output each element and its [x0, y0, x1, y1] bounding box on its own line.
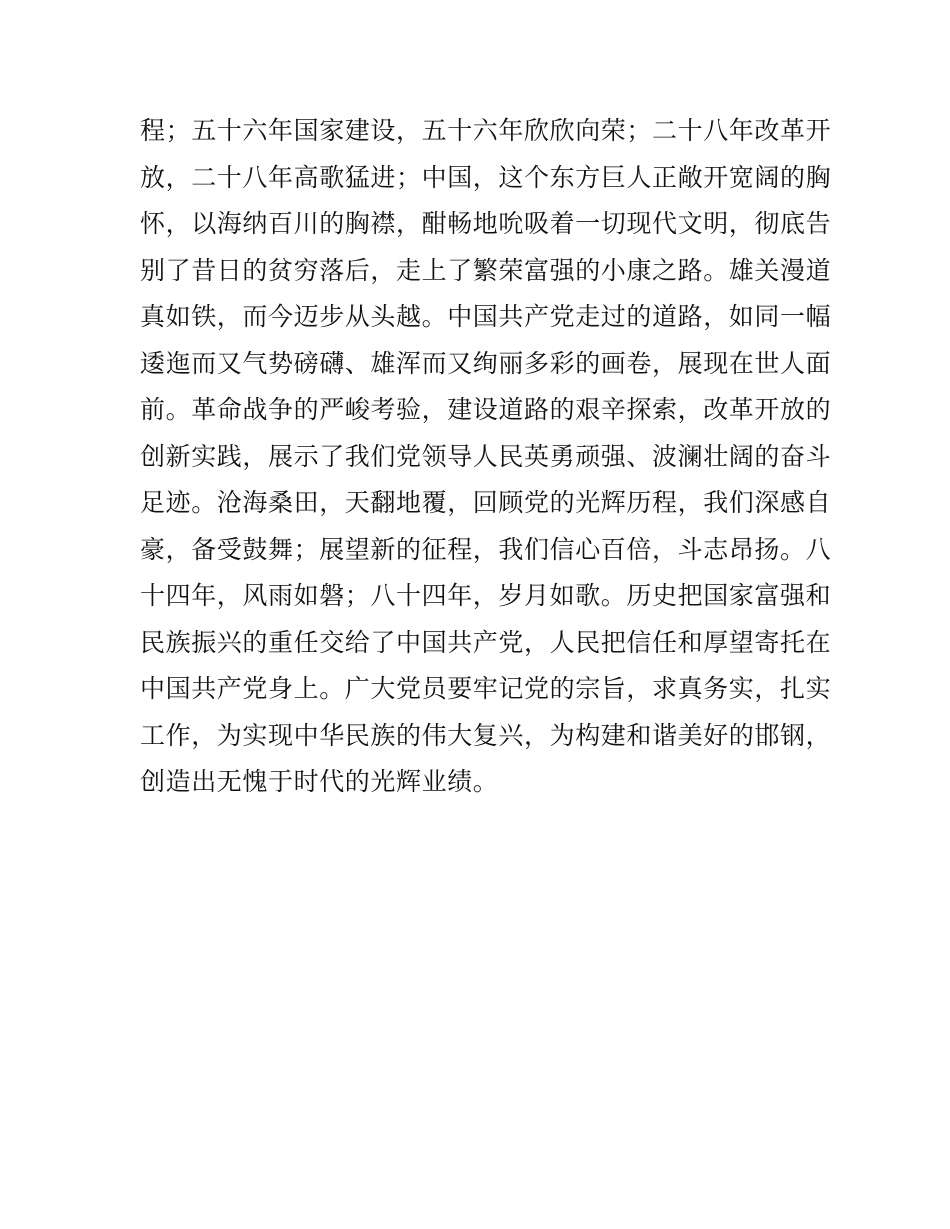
paragraph-line: 工作，为实现中华民族的伟大复兴，为构建和谐美好的邯钢，: [140, 720, 832, 750]
paragraph-line: 豪，备受鼓舞；展望新的征程，我们信心百倍，斗志昂扬。八: [140, 534, 832, 564]
paragraph-line: 怀，以海纳百川的胸襟，酣畅地吮吸着一切现代文明，彻底告: [140, 209, 832, 238]
body-paragraph: [140, 108, 832, 806]
paragraph-line: 创新实践，展示了我们党领导人民英勇顽强、波澜壮阔的奋斗: [140, 441, 832, 471]
paragraph-line: 放，二十八年高歌猛进；中国，这个东方巨人正敞开宽阔的胸: [140, 162, 832, 192]
paragraph-line: 真如铁，而今迈步从头越。中国共产党走过的道路，如同一幅: [140, 302, 832, 331]
paragraph-line: 前。革命战争的严峻考验，建设道路的艰辛探索，改革开放的: [140, 395, 832, 424]
paragraph-line: 足迹。沧海桑田，天翻地覆，回顾党的光辉历程，我们深感自: [140, 488, 832, 517]
paragraph-line: 十四年，风雨如磐；八十四年，岁月如歌。历史把国家富强和: [140, 581, 832, 610]
paragraph-line: 程；五十六年国家建设，五十六年欣欣向荣；二十八年改革开: [140, 116, 832, 145]
paragraph-line: 中国共产党身上。广大党员要牢记党的宗旨，求真务实，扎实: [140, 674, 832, 703]
paragraph-line: 民族振兴的重任交给了中国共产党，人民把信任和厚望寄托在: [140, 627, 832, 657]
paragraph-line: 逶迤而又气势磅礴、雄浑而又绚丽多彩的画卷，展现在世人面: [140, 348, 832, 378]
paragraph-line: 创造出无愧于时代的光辉业绩。: [140, 767, 499, 796]
paragraph-line: 别了昔日的贫穷落后，走上了繁荣富强的小康之路。雄关漫道: [140, 255, 832, 285]
